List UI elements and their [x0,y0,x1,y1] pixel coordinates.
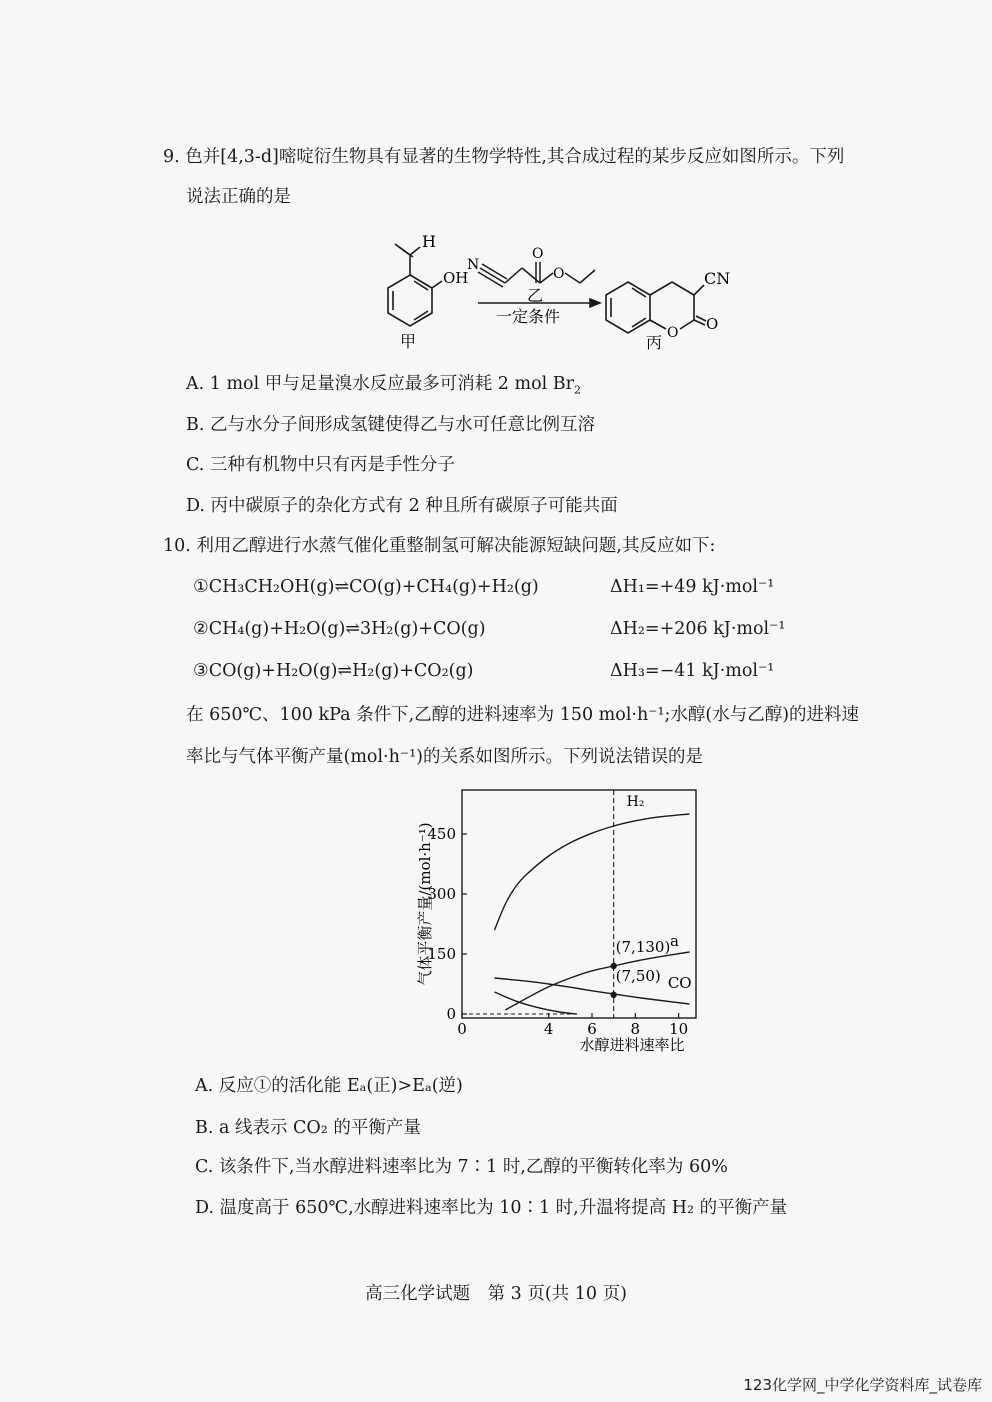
y-tick-label: 150 [427,945,456,963]
x-tick-label: 6 [587,1020,597,1038]
series-line-unlabeled [495,992,577,1014]
annotation-label: (7,50) [615,966,661,985]
label-yi: 乙 [527,286,544,305]
q9-option-a: A. 1 mol 甲与足量溴水反应最多可消耗 2 mol $Br_2$ [186,374,582,397]
q10-enthalpy-1: ΔH₁=+49 kJ·mol⁻¹ [610,577,775,597]
q10-enthalpy-3: ΔH₃=−41 kJ·mol⁻¹ [610,661,775,681]
series-label-h2: H₂ [626,794,645,810]
compound-jia [388,244,442,326]
watermark: 123化学网_中学化学资料库_试卷库 [743,1376,982,1394]
q9-stem-line1: 9. 色并[4,3-d]嘧啶衍生物具有显著的生物学特性,其合成过程的某步反应如图所示。下列 [163,147,845,167]
reaction-scheme [0,228,992,358]
q10-equation-2: ②CH₄(g)+H₂O(g)⇌3H₂(g)+CO(g) [193,619,486,639]
compound-bing [606,282,706,333]
q9-option-b: B. 乙与水分子间形成氢键使得乙与水可任意比例互溶 [186,415,595,435]
q10-option-a: A. 反应①的活化能 Eₐ(正)>Eₐ(逆) [195,1076,463,1096]
x-tick-label: 0 [457,1020,467,1038]
y-tick-label: 0 [446,1005,456,1023]
compound-yi [478,262,595,287]
q10-option-d: D. 温度高于 650℃,水醇进料速率比为 10∶1 时,升温将提高 H₂ 的平衡产量 [195,1198,788,1218]
q10-condition-line2: 率比与气体平衡产量(mol·h⁻¹)的关系如图所示。下列说法错误的是 [186,747,703,767]
atom-oh: OH [443,269,469,287]
page-footer: 高三化学试题 第 3 页(共 10 页) [365,1284,627,1304]
label-jia: 甲 [400,332,417,351]
x-tick-label: 10 [669,1020,689,1038]
series-label-a: a [670,932,679,950]
atom-o-ring: O [667,325,679,341]
q10-enthalpy-2: ΔH₂=+206 kJ·mol⁻¹ [610,619,786,639]
reaction-condition: 一定条件 [496,307,561,326]
annotation-label: (7,130) [615,938,671,956]
y-tick-label: 300 [427,885,456,903]
q10-option-c: C. 该条件下,当水醇进料速率比为 7∶1 时,乙醇的平衡转化率为 60% [195,1157,728,1177]
atom-n: N [467,257,480,273]
annotation-point [610,992,616,998]
q10-equation-3: ③CO(g)+H₂O(g)⇌H₂(g)+CO₂(g) [193,661,474,681]
atom-cn: CN [704,269,731,288]
label-bing: 丙 [646,333,663,352]
q10-stem: 10. 利用乙醇进行水蒸气催化重整制氢可解决能源短缺问题,其反应如下: [163,536,716,556]
q9-stem-line2: 说法正确的是 [186,187,291,207]
chart-frame [462,790,696,1018]
x-tick-label: 8 [630,1020,641,1038]
q9-option-c: C. 三种有机物中只有丙是手性分子 [186,455,455,475]
x-tick-label: 4 [543,1020,554,1038]
atom-o-carbonyl-yi: O [532,246,544,262]
q10-condition-line1: 在 650℃、100 kPa 条件下,乙醇的进料速率为 150 mol·h⁻¹;水醇(水与乙醇)的进料速 [186,705,860,725]
q10-option-b: B. a 线表示 CO₂ 的平衡产量 [195,1118,421,1138]
atom-o-ester-yi: O [553,266,565,282]
atom-o-carbonyl: O [706,315,719,333]
q10-equation-1: ①CH₃CH₂OH(g)⇌CO(g)+CH₄(g)+H₂(g) [193,577,539,597]
series-label-co: CO [667,974,692,992]
q9-option-d: D. 丙中碳原子的杂化方式有 2 种且所有碳原子可能共面 [186,496,618,516]
y-tick-label: 450 [427,825,456,843]
chart-xlabel: 水醇进料速率比 [579,1036,685,1054]
chart-ylabel: 气体平衡产量/(mol·h⁻¹) [416,822,434,986]
yield-chart [0,770,992,1060]
atom-h: H [422,232,436,251]
series-line-h2 [495,814,690,930]
